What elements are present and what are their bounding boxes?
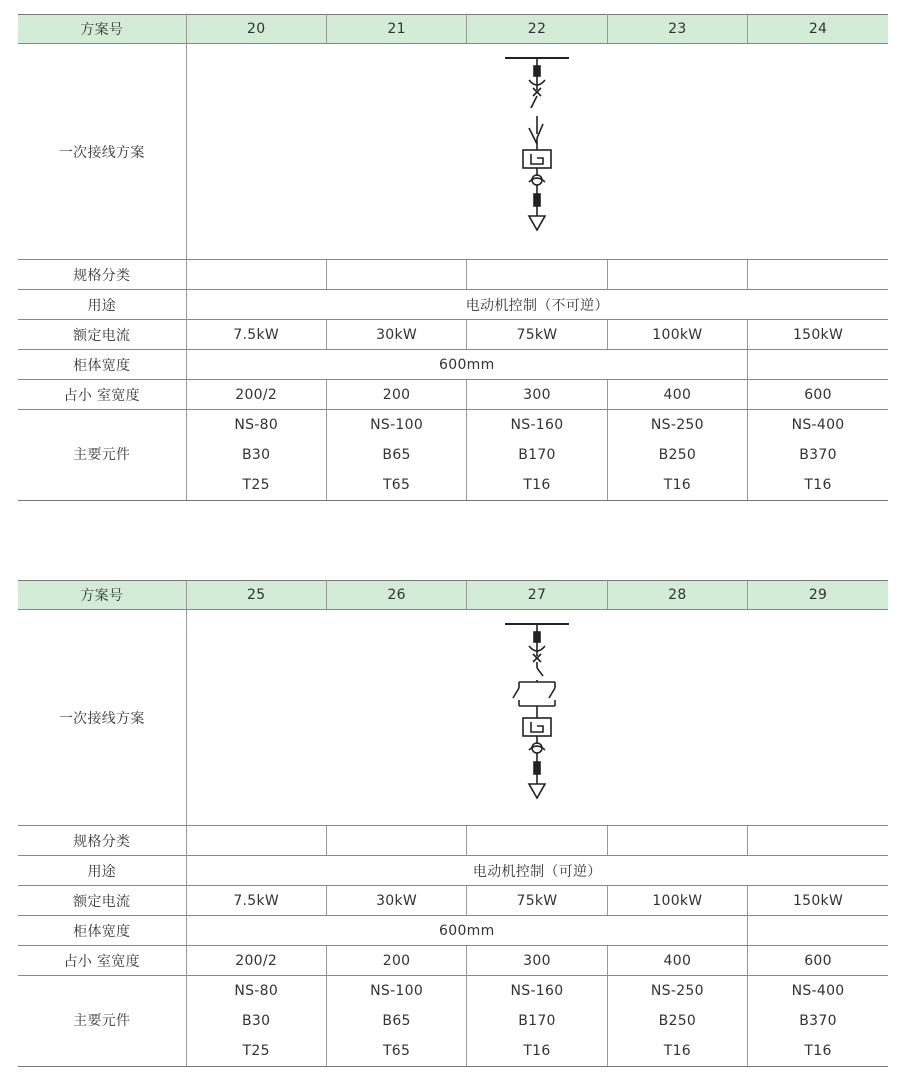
rating-cell: 30kW: [326, 320, 466, 350]
width-empty-cell: [748, 916, 888, 946]
width-empty-cell: [748, 350, 888, 380]
component-breaker: NS-400: [791, 417, 845, 433]
scheme-no-label: 方案号: [18, 581, 186, 610]
spec-cell: [748, 826, 888, 856]
scheme-table-2: [18, 580, 888, 1067]
components-label: 主要元件: [18, 976, 186, 1067]
component-breaker: NS-160: [510, 417, 564, 433]
compartment-label: 占小 室宽度: [18, 380, 186, 410]
components-cell: [326, 410, 466, 501]
component-relay: T16: [804, 1043, 832, 1059]
wiring-diagram-cell: [186, 610, 888, 826]
usage-label: 用途: [18, 856, 186, 886]
components-cell: [607, 976, 747, 1067]
usage-row: [18, 856, 888, 886]
compartment-cell: 200: [326, 946, 466, 976]
component-contactor: B170: [518, 1013, 556, 1029]
width-row: [18, 916, 888, 946]
compartment-cell: 200: [326, 380, 466, 410]
component-breaker: NS-250: [650, 983, 704, 999]
header-row: [18, 581, 888, 610]
width-row: [18, 350, 888, 380]
spec-cell: [467, 260, 607, 290]
components-row: [18, 976, 888, 1067]
component-relay: T16: [663, 477, 691, 493]
scheme-no-cell: 20: [186, 15, 326, 44]
reversing-motor-wiring-diagram: [467, 618, 607, 818]
wiring-label: 一次接线方案: [18, 610, 186, 826]
spec-cell: [748, 260, 888, 290]
spec-cell: [326, 826, 466, 856]
components-cell: [607, 410, 747, 501]
component-breaker: NS-160: [510, 983, 564, 999]
width-label: 柜体宽度: [18, 350, 186, 380]
components-cell: [748, 976, 888, 1067]
component-contactor: B30: [242, 1013, 271, 1029]
component-contactor: B370: [799, 447, 837, 463]
component-contactor: B65: [382, 447, 411, 463]
rating-label: 额定电流: [18, 886, 186, 916]
component-contactor: B170: [518, 447, 556, 463]
component-contactor: B250: [658, 1013, 697, 1029]
component-breaker: NS-100: [370, 417, 424, 433]
rating-label: 额定电流: [18, 320, 186, 350]
rating-cell: 7.5kW: [186, 886, 326, 916]
rating-cell: 30kW: [326, 886, 466, 916]
component-relay: T16: [663, 1043, 691, 1059]
scheme-no-cell: 23: [607, 15, 747, 44]
scheme-no-label: 方案号: [18, 15, 186, 44]
scheme-no-cell: 27: [467, 581, 607, 610]
rating-row: [18, 886, 888, 916]
non-reversing-motor-wiring-diagram: [467, 52, 607, 252]
component-relay: T25: [242, 477, 270, 493]
spec-cell: [607, 826, 747, 856]
rating-cell: 150kW: [748, 320, 888, 350]
usage-value: 电动机控制（可逆）: [186, 856, 888, 886]
compartment-row: [18, 380, 888, 410]
header-row: [18, 15, 888, 44]
component-relay: T65: [382, 1043, 411, 1059]
component-breaker: NS-80: [234, 983, 279, 999]
scheme-no-cell: 25: [186, 581, 326, 610]
usage-row: [18, 290, 888, 320]
component-contactor: B30: [242, 447, 271, 463]
rating-cell: 75kW: [467, 320, 607, 350]
component-relay: T65: [382, 477, 411, 493]
component-breaker: NS-400: [791, 983, 845, 999]
rating-row: [18, 320, 888, 350]
components-cell: [467, 410, 607, 501]
width-value: 600mm: [186, 350, 748, 380]
spec-cell: [186, 260, 326, 290]
scheme-no-cell: 29: [748, 581, 888, 610]
scheme-no-cell: 24: [748, 15, 888, 44]
components-cell: [748, 410, 888, 501]
scheme-no-cell: 22: [467, 15, 607, 44]
components-label: 主要元件: [18, 410, 186, 501]
rating-cell: 7.5kW: [186, 320, 326, 350]
spec-cell: [326, 260, 466, 290]
compartment-cell: 400: [607, 946, 747, 976]
components-cell: [186, 976, 326, 1067]
scheme-no-cell: 28: [607, 581, 747, 610]
scheme-table: [18, 14, 888, 501]
compartment-cell: 400: [607, 380, 747, 410]
compartment-row: [18, 946, 888, 976]
compartment-label: 占小 室宽度: [18, 946, 186, 976]
rating-cell: 75kW: [467, 886, 607, 916]
components-cell: [467, 976, 607, 1067]
component-contactor: B250: [658, 447, 697, 463]
usage-label: 用途: [18, 290, 186, 320]
component-relay: T16: [804, 477, 832, 493]
component-contactor: B370: [799, 1013, 837, 1029]
scheme-table: [18, 580, 888, 1067]
spec-label: 规格分类: [18, 826, 186, 856]
component-relay: T16: [523, 1043, 551, 1059]
spec-cell: [186, 826, 326, 856]
wiring-row: [18, 44, 888, 260]
wiring-label: 一次接线方案: [18, 44, 186, 260]
rating-cell: 100kW: [607, 886, 747, 916]
compartment-cell: 600: [748, 380, 888, 410]
compartment-cell: 200/2: [186, 380, 326, 410]
spec-row: [18, 260, 888, 290]
spec-label: 规格分类: [18, 260, 186, 290]
scheme-no-cell: 26: [326, 581, 466, 610]
component-contactor: B65: [382, 1013, 411, 1029]
width-value: 600mm: [186, 916, 748, 946]
component-breaker: NS-80: [234, 417, 279, 433]
rating-cell: 100kW: [607, 320, 747, 350]
components-row: [18, 410, 888, 501]
spec-cell: [607, 260, 747, 290]
compartment-cell: 300: [467, 946, 607, 976]
components-cell: [326, 976, 466, 1067]
width-label: 柜体宽度: [18, 916, 186, 946]
scheme-table-1: [18, 14, 888, 501]
compartment-cell: 200/2: [186, 946, 326, 976]
components-cell: [186, 410, 326, 501]
component-relay: T25: [242, 1043, 270, 1059]
scheme-no-cell: 21: [326, 15, 466, 44]
wiring-row: [18, 610, 888, 826]
rating-cell: 150kW: [748, 886, 888, 916]
usage-value: 电动机控制（不可逆）: [186, 290, 888, 320]
wiring-diagram-cell: [186, 44, 888, 260]
component-breaker: NS-250: [650, 417, 704, 433]
compartment-cell: 300: [467, 380, 607, 410]
component-relay: T16: [523, 477, 551, 493]
compartment-cell: 600: [748, 946, 888, 976]
spec-cell: [467, 826, 607, 856]
spec-row: [18, 826, 888, 856]
component-breaker: NS-100: [370, 983, 424, 999]
